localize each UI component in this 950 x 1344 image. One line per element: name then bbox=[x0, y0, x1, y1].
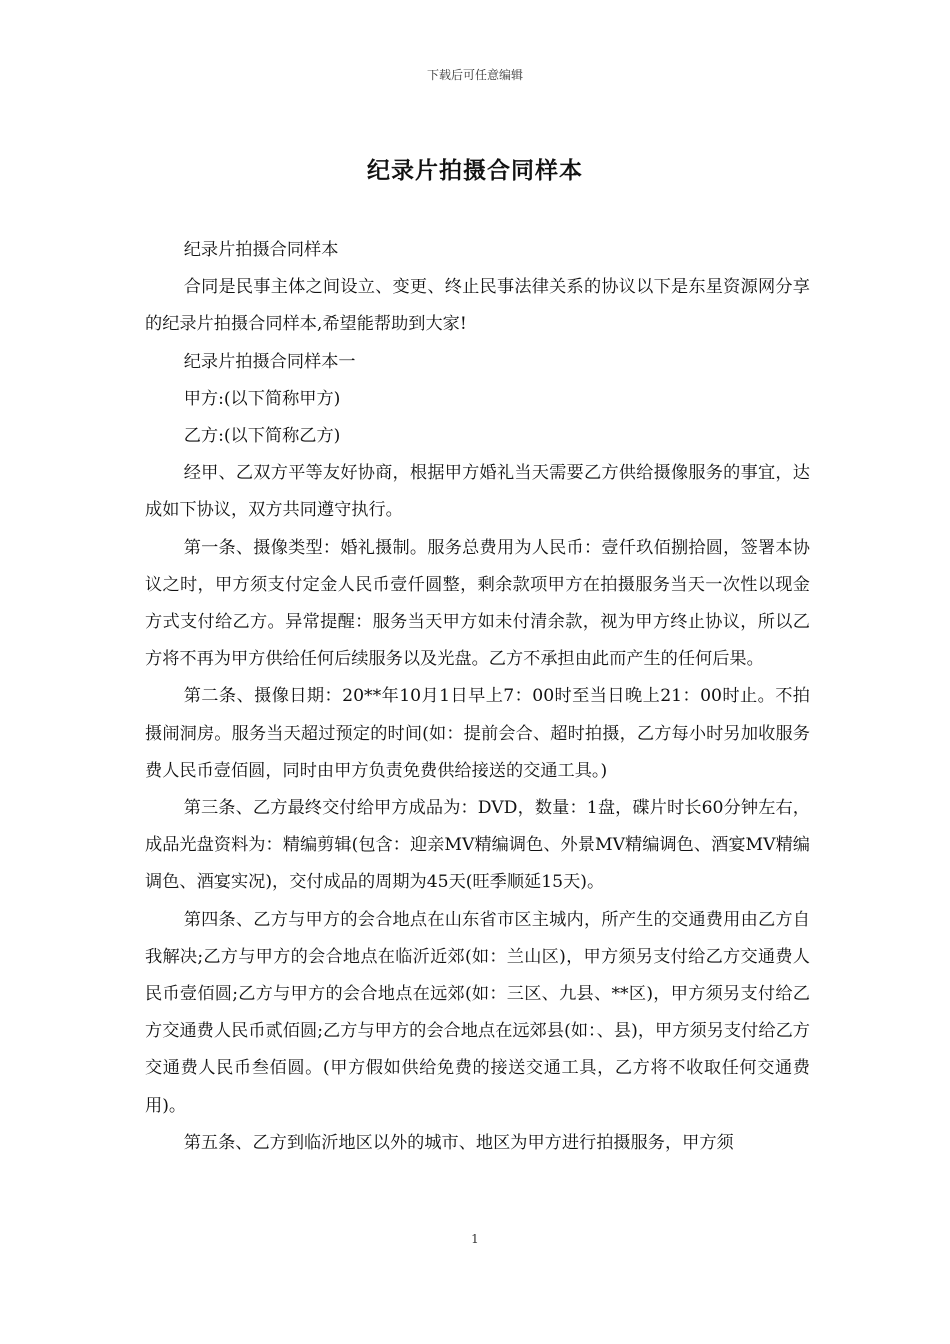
paragraph: 甲方:(以下简称甲方) bbox=[183, 388, 341, 409]
page-number: 1 bbox=[471, 1232, 479, 1246]
paragraph: 第一条、摄像类型：婚礼摄制。服务总费用为人民币：壹仟玖佰捌拾圆，签署本协议之时，甲方须支付定金人民币壹仟圆整，剩余款项甲方在拍摄服务当天一次性以现金方式支付给乙方。异常提醒：服务当天甲方如未付清余款，视为甲方终止协议，所以乙方将不再为甲方供给任何后续服务以及光盘。乙方不承担由此而产生的任何后果。 bbox=[145, 537, 810, 670]
paragraph: 第三条、乙方最终交付给甲方成品为：DVD，数量：1盘，碟片时长60分钟左右，成品光盘资料为：精编剪辑(包含：迎亲MV精编调色、外景MV精编调色、酒宴MV精编调色、酒宴实况)，交付成品的周期为45天(旺季顺延15天)。 bbox=[145, 798, 810, 893]
paragraph: 合同是民事主体之间设立、变更、终止民事法律关系的协议以下是东星资源网分享的纪录片拍摄合同样本,希望能帮助到大家! bbox=[145, 277, 810, 335]
paragraph: 经甲、乙双方平等友好协商，根据甲方婚礼当天需要乙方供给摄像服务的事宜，达成如下协议，双方共同遵守执行。 bbox=[145, 463, 810, 521]
document-body bbox=[145, 232, 810, 1162]
paragraph: 乙方:(以下简称乙方) bbox=[183, 426, 341, 447]
paragraph: 第二条、摄像日期：20**年10月1日早上7：00时至当日晚上21：00时止。不拍摄闹洞房。服务当天超过预定的时间(如：提前会合、超时拍摄，乙方每小时另加收服务费人民币壹佰圆，同时由甲方负责免费供给接送的交通工具。) bbox=[145, 686, 810, 781]
paragraph: 纪录片拍摄合同样本一 bbox=[183, 351, 356, 372]
paragraph: 纪录片拍摄合同样本 bbox=[183, 240, 339, 260]
paragraph: 第五条、乙方到临沂地区以外的城市、地区为甲方进行拍摄服务，甲方须 bbox=[183, 1132, 734, 1153]
document-title: 纪录片拍摄合同样本 bbox=[367, 157, 583, 184]
paragraph: 第四条、乙方与甲方的会合地点在山东省市区主城内，所产生的交通费用由乙方自我解决;乙方与甲方的会合地点在临沂近郊(如：兰山区)，甲方须另支付给乙方交通费人民币壹佰圆;乙方与甲方的会合地点在远郊(如：三区、九县、**区)，甲方须另支付给乙方交通费人民币贰佰圆;乙方与甲方的会合地点在远郊县(如：、县)，甲方须另支付给乙方交通费人民币叁佰圆。(甲方假如供给免费的接送交通工具，乙方将不收取任何交通费用)。 bbox=[145, 909, 810, 1116]
page-header: 下载后可任意编辑 bbox=[426, 68, 523, 82]
